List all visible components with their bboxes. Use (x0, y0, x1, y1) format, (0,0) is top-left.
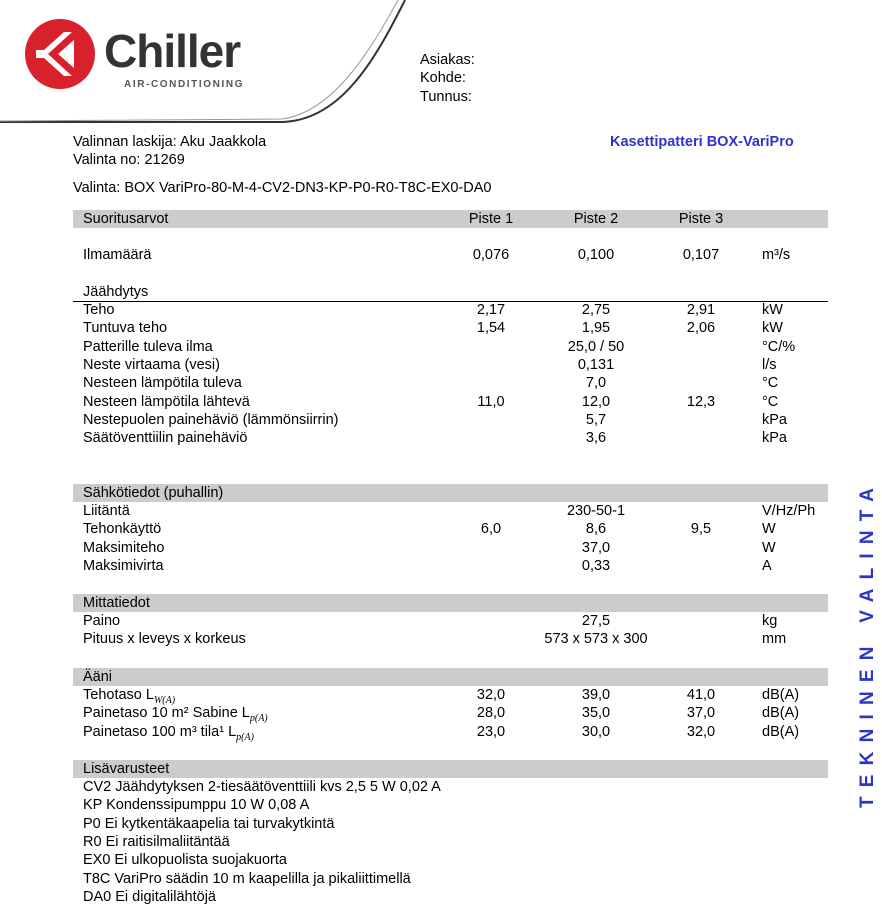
airflow-unit: m³/s (762, 247, 791, 263)
sound-row-label-sub: W(A) (153, 694, 176, 706)
dimensions-row-unit: kg (762, 613, 778, 629)
electrical-row-unit: A (762, 557, 772, 574)
accessory-item: EX0 Ei ulkopuolista suojakuorta (83, 852, 287, 869)
electrical-row-label: Tehonkäyttö (83, 521, 162, 538)
cooling-row-label: Nesteen lämpötila lähtevä (83, 393, 250, 410)
electrical-row-unit: W (762, 539, 776, 556)
cooling-row-label: Nestepuolen painehäviö (lämmönsiirrin) (83, 411, 339, 428)
sound-row-v1: 32,0 (476, 687, 506, 703)
cooling-row-v2: 12,0 (581, 393, 611, 410)
cooling-row-v1: 1,54 (476, 320, 506, 337)
sound-row-label-sub: p(A) (249, 713, 268, 725)
calculator-name: Valinnan laskija: Aku Jaakkola (73, 134, 267, 150)
dimensions-header-bar (73, 594, 828, 612)
cooling-title: Jäähdytys (83, 284, 149, 300)
sound-row-v3: 37,0 (686, 705, 716, 722)
cooling-row-v2: 2,75 (581, 302, 611, 318)
logo-subtext: AIR-CONDITIONING (124, 79, 245, 90)
sound-row-label-text: Painetaso 100 m³ tila¹ L (83, 723, 237, 740)
sound-row-label (83, 723, 254, 747)
sound-row-label-text: Tehotaso L (83, 687, 154, 703)
selection-number: Valinta no: 21269 (73, 152, 185, 168)
electrical-row-v2: 8,6 (585, 521, 607, 538)
cooling-row-v3: 2,91 (686, 302, 716, 318)
cooling-row-label: Teho (83, 302, 115, 318)
accessories-title: Lisävarusteet (83, 761, 170, 777)
cooling-row-unit: l/s (762, 356, 777, 373)
sound-row-v2: 30,0 (581, 723, 611, 740)
sound-row-unit: dB(A) (762, 687, 800, 703)
cooling-row-v2: 5,7 (585, 411, 607, 428)
electrical-row-v2: 230-50-1 (566, 503, 626, 519)
electrical-row-v2: 0,33 (581, 557, 611, 574)
cooling-row-label: Patterille tuleva ilma (83, 338, 213, 355)
col-header-piste2: Piste 2 (573, 211, 619, 227)
electrical-row-label: Maksimivirta (83, 557, 164, 574)
cooling-row-v2: 0,131 (577, 356, 615, 373)
sound-row-v1: 23,0 (476, 723, 506, 740)
accessory-item: T8C VariPro säädin 10 m kaapelilla ja pikaliittimellä (83, 870, 411, 887)
accessory-item: R0 Ei raitisilmaliitäntää (83, 833, 230, 850)
cooling-row-v3: 2,06 (686, 320, 716, 337)
cooling-row-unit: °C (762, 393, 779, 410)
cooling-row-unit: °C (762, 375, 779, 392)
accessory-item: DA0 Ei digitalilähtöjä (83, 888, 216, 905)
sound-row-v2: 39,0 (581, 687, 611, 703)
electrical-row-label: Maksimiteho (83, 539, 165, 556)
cooling-row-unit: kW (762, 302, 783, 318)
sound-row-label-text: Painetaso 10 m² Sabine L (83, 705, 250, 722)
electrical-row-v3: 9,5 (690, 521, 712, 538)
sidebar-vertical-title (848, 420, 882, 820)
electrical-row-v2: 37,0 (581, 539, 611, 556)
col-header-piste3: Piste 3 (678, 211, 724, 227)
cooling-row-v2: 25,0 / 50 (567, 338, 625, 355)
dimensions-row-v2: 27,5 (581, 613, 611, 629)
electrical-row-v1: 6,0 (480, 521, 502, 538)
dimensions-row-label: Pituus x leveys x korkeus (83, 631, 246, 648)
sidebar-text: TEKNINEN VALINTA (857, 478, 878, 808)
cooling-row-v1: 2,17 (476, 302, 506, 318)
client-field-tunnus: Tunnus: (420, 89, 472, 105)
accessory-item: KP Kondenssipumppu 10 W 0,08 A (83, 797, 310, 814)
product-title: Kasettipatteri BOX-VariPro (610, 134, 794, 150)
sound-row-label-sub: p(A) (236, 731, 254, 743)
dimensions-row-v2: 573 x 573 x 300 (544, 631, 648, 648)
col-header-piste1: Piste 1 (468, 211, 514, 227)
accessory-item: P0 Ei kytkentäkaapelia tai turvakytkintä (83, 815, 335, 832)
sound-title: Ääni (83, 669, 113, 685)
sound-row-v3: 32,0 (686, 723, 716, 740)
sound-row-v3: 41,0 (686, 687, 716, 703)
dimensions-row-label: Paino (83, 613, 121, 629)
cooling-row-unit: kW (762, 320, 783, 337)
cooling-row-v3: 12,3 (686, 393, 716, 410)
performance-title: Suoritusarvot (83, 211, 169, 227)
sound-header-bar (73, 668, 828, 686)
electrical-row-unit: V/Hz/Ph (762, 503, 816, 519)
sound-row-v1: 28,0 (476, 705, 506, 722)
selection-code: Valinta: BOX VariPro-80-M-4-CV2-DN3-KP-P0-R0-T8C-EX0-DA0 (73, 180, 492, 196)
sound-row-unit: dB(A) (762, 705, 800, 722)
dimensions-title: Mittatiedot (83, 595, 150, 611)
client-field-kohde: Kohde: (420, 70, 466, 86)
electrical-row-label: Liitäntä (83, 503, 130, 519)
cooling-row-unit: kPa (762, 430, 787, 447)
sound-row-v2: 35,0 (581, 705, 611, 722)
cooling-row-label: Nesteen lämpötila tuleva (83, 375, 242, 392)
accessory-item: CV2 Jäähdytyksen 2-tiesäätöventtiili kvs 2,5 5 W 0,02 A (83, 779, 441, 795)
dimensions-row-unit: mm (762, 631, 787, 648)
electrical-title: Sähkötiedot (puhallin) (83, 485, 224, 501)
airflow-v3: 0,107 (682, 247, 720, 263)
cooling-row-label: Neste virtaama (vesi) (83, 356, 220, 373)
cooling-row-unit: kPa (762, 411, 787, 428)
electrical-row-unit: W (762, 521, 776, 538)
cooling-row-label: Säätöventtiilin painehäviö (83, 430, 248, 447)
chiller-logo-icon (24, 18, 96, 90)
client-field-asiakas: Asiakas: (420, 52, 475, 68)
cooling-row-label: Tuntuva teho (83, 320, 168, 337)
cooling-row-unit: °C/% (762, 338, 796, 355)
airflow-v1: 0,076 (472, 247, 510, 263)
sound-row-unit: dB(A) (762, 723, 800, 740)
airflow-v2: 0,100 (577, 247, 615, 263)
accessories-header-bar (73, 760, 828, 778)
airflow-label: Ilmamäärä (83, 247, 152, 263)
logo-text: Chiller (104, 25, 241, 77)
cooling-row-v2: 7,0 (585, 375, 607, 392)
cooling-row-v2: 1,95 (581, 320, 611, 337)
cooling-row-v1: 11,0 (477, 393, 505, 410)
cooling-row-v2: 3,6 (585, 430, 607, 447)
